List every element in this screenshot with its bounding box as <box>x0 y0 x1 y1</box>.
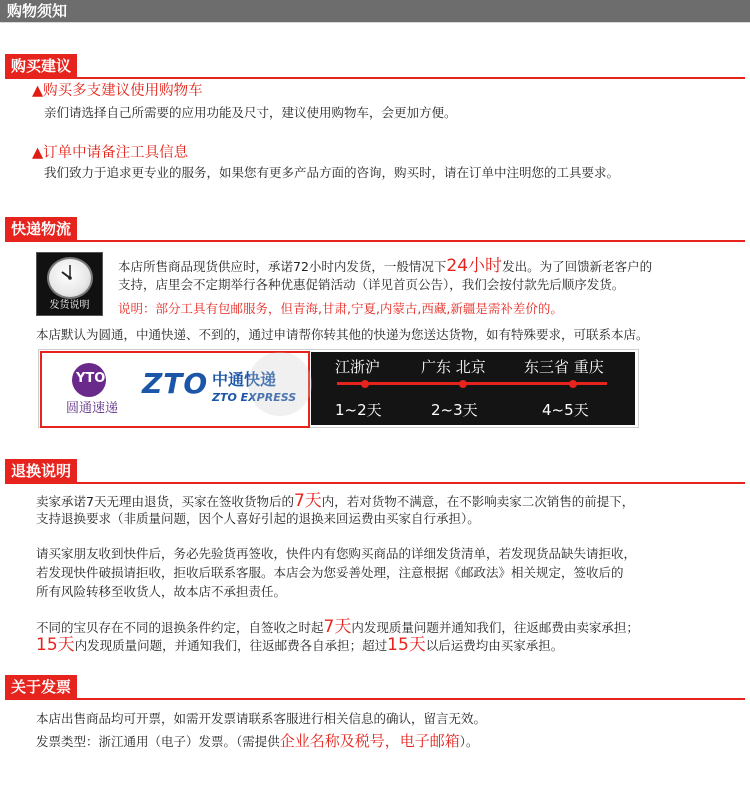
shipping-clock-badge <box>36 252 103 316</box>
delivery-times-panel <box>311 352 635 425</box>
timeline-dot-3 <box>569 380 577 388</box>
section-rule-shipping <box>5 240 745 242</box>
returns-p1-line2: 支持退换要求（非质量问题，因个人喜好引起的退换来回运费由买家自行承担）。 <box>36 511 480 526</box>
top-header-bar <box>0 0 750 22</box>
section-title-purchase: 购买建议 <box>5 54 77 78</box>
invoice-line-2: 发票类型：浙江通用（电子）发票。（需提供企业名称及税号，电子邮箱）。 <box>36 732 479 750</box>
section-rule-returns <box>5 482 745 484</box>
shipping-line-1: 本店所售商品现货供应时，承诺72小时内发货，一般情况下24小时发出。为了回馈新老客户的 <box>118 256 653 276</box>
watermark-logo <box>248 352 312 416</box>
invoice-line-1: 本店出售商品均可开票，如需开发票请联系客服进行相关信息的确认，留言无效。 <box>36 711 487 726</box>
returns-p3-line2: 15天内发现质量问题，并通知我们，往返邮费各自承担；超过15天以后运费均由买家承担。 <box>36 635 564 655</box>
section-title-shipping: 快递物流 <box>5 217 77 241</box>
timeline-dot-1 <box>361 380 369 388</box>
returns-p2-line1: 请买家朋友收到快件后，务必先验货再签收，快件内有您购买商品的详细发货清单，若发现货品缺失请拒收， <box>36 546 637 561</box>
header-divider <box>0 22 750 23</box>
delivery-timeline-line <box>337 382 607 385</box>
page-title: 购物须知 <box>7 2 68 20</box>
purchase-tip-2-text: 我们致力于追求更专业的服务，如果您有更多产品方面的咨询，购买时，请在订单中注明您的工具要求。 <box>44 165 620 180</box>
section-title-returns: 退换说明 <box>5 459 77 483</box>
purchase-tip-1-text: 亲们请选择自己所需要的应用功能及尺寸，建议使用购物车，会更加方便。 <box>44 105 457 120</box>
express-banner <box>38 349 639 428</box>
yto-logo-text: YTO <box>76 371 106 386</box>
section-rule-purchase <box>5 77 745 79</box>
shipping-note: 说明：部分工具有包邮服务，但青海,甘肃,宁夏,内蒙古,西藏,新疆是需补差价的。 <box>118 301 563 316</box>
region-1: 江浙沪 <box>335 358 381 376</box>
yto-label: 圆通速递 <box>66 401 119 416</box>
returns-p2-line3: 所有风险转移至收货人，故本店不承担责任。 <box>36 584 287 599</box>
shipping-line-2: 支持，店里会不定期举行各种优惠促销活动（详见首页公告），我们会按付款先后顺序发货。 <box>118 277 625 292</box>
section-title-invoice: 关于发票 <box>5 675 77 699</box>
returns-p2-line2: 若发现快件破损请拒收，拒收后联系客服。本店会为您妥善处理，注意根据《邮政法》相关规定，签收后的 <box>36 565 624 580</box>
zto-english-label: ZTO EXPRESS <box>212 391 297 404</box>
section-rule-invoice <box>5 698 745 700</box>
returns-p3-line1: 不同的宝贝存在不同的退换条件约定，自签收之时起7天内发现质量问题并通知我们，往返邮费由卖家承担； <box>36 617 639 637</box>
shipping-default-carrier: 本店默认为圆通，中通快递、不到的，通过申请帮你转其他的快递为您送达货物，如有特殊要求，可联系本店。 <box>36 327 649 342</box>
purchase-tip-1-heading: ▲购买多支建议使用购物车 <box>32 83 203 99</box>
clock-label: 发货说明 <box>49 300 90 311</box>
region-2: 广东 北京 <box>421 358 486 376</box>
clock-icon <box>47 257 93 299</box>
days-1: 1~2天 <box>335 401 382 419</box>
days-3: 4~5天 <box>542 401 589 419</box>
purchase-tip-2-heading: ▲订单中请备注工具信息 <box>32 145 189 161</box>
zto-logo-text: ZTO <box>142 367 209 400</box>
zto-chinese-label: 中通快递 <box>212 370 277 389</box>
region-3: 东三省 重庆 <box>524 358 604 376</box>
days-2: 2~3天 <box>431 401 478 419</box>
timeline-dot-2 <box>459 380 467 388</box>
returns-p1-line1: 卖家承诺7天无理由退货，买家在签收货物后的7天内，若对货物不满意，在不影响卖家二次销售的前提下， <box>36 491 635 511</box>
